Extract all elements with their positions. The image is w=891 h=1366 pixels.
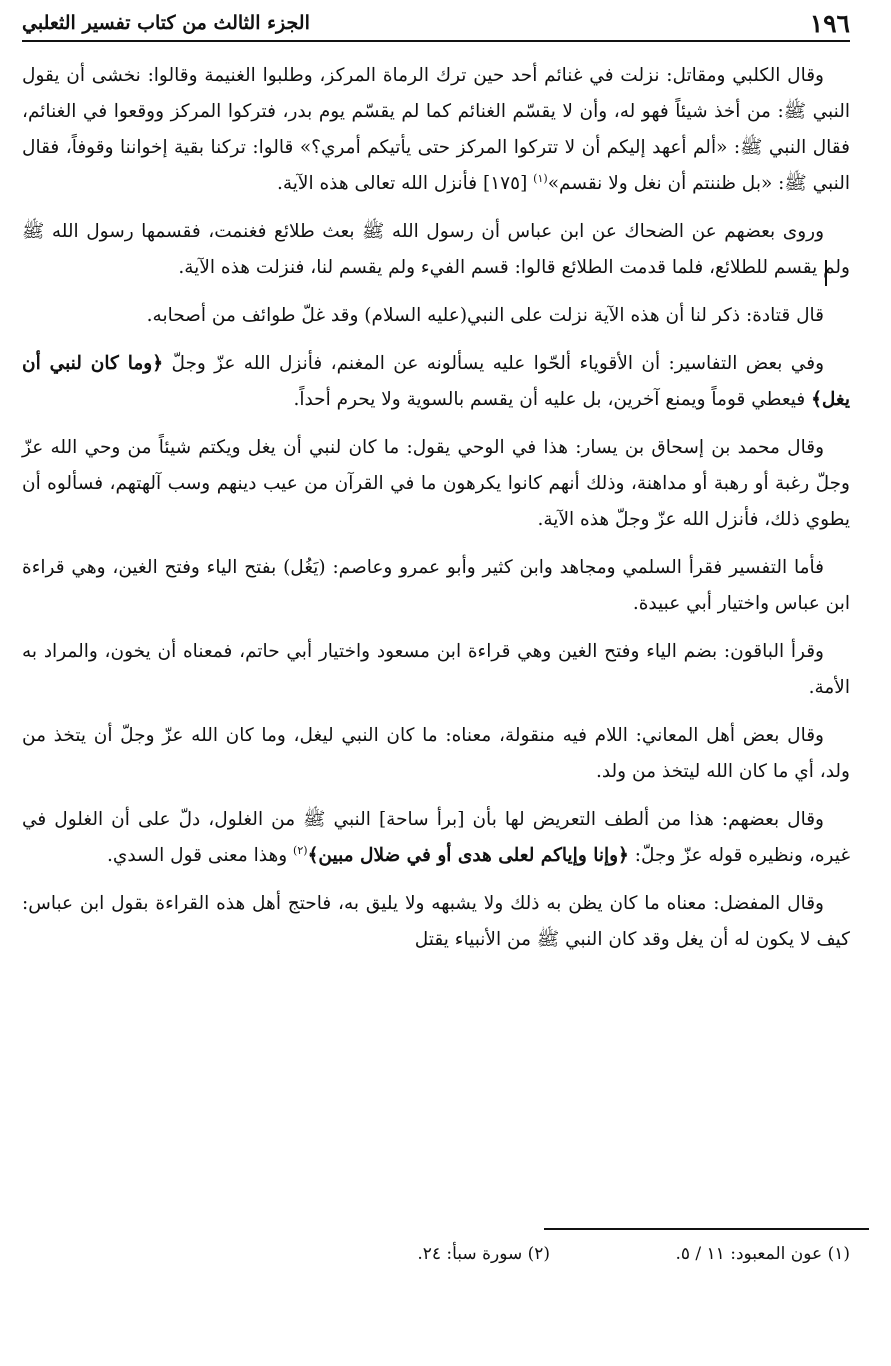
- page-number: ١٩٦: [809, 8, 850, 38]
- paragraph-6: [22, 550, 850, 622]
- paragraph-9: [22, 802, 850, 874]
- paragraph-text: وروى بعضهم عن الضحاك عن ابن عباس أن رسول الله ﷺ بعث طلائع فغنمت، فقسمها رسول الله ﷺ ولم يقسم للطلائع، فلما قدمت الطلائع قالوا: قسم الفيء ولم يقسم لنا، فنزلت هذه الآية.: [22, 221, 850, 278]
- paragraph-5: [22, 430, 850, 538]
- quran-verse: ﴿وإنا وإياكم لعلى هدى أو في ضلال مبين﴾: [307, 845, 629, 866]
- footnote-ref: (٢): [293, 843, 308, 857]
- paragraph-text: وقال بعض أهل المعاني: اللام فيه منقولة، معناه: ما كان النبي ليغل، وما كان الله عزّ وجلّ أن يتخذ من ولد، أي ما كان الله ليتخذ من ولد.: [22, 725, 850, 782]
- footnote-separator: [544, 1228, 869, 1230]
- body-text: [22, 58, 850, 970]
- footnote-2: (٢) سورة سبأ: ٢٤.: [417, 1244, 551, 1264]
- running-title: الجزء الثالث من كتاب تفسير الثعلبي: [22, 12, 310, 34]
- paragraph-8: [22, 718, 850, 790]
- paragraph-text: قال قتادة: ذكر لنا أن هذه الآية نزلت على النبي(عليه السلام) وقد غلّ طوائف من أصحابه.: [146, 305, 824, 326]
- paragraph-7: [22, 634, 850, 706]
- footnotes: [22, 1240, 850, 1268]
- paragraph-text-tail: وهذا معنى قول السدي.: [106, 845, 294, 866]
- paragraph-text-tail: فيعطي قوماً ويمنع آخرين، بل عليه أن يقسم بالسوية ولا يحرم أحداً.: [293, 389, 812, 410]
- quran-verse: ﴿وما كان لنبي أن يغل﴾: [22, 353, 850, 410]
- paragraph-2: [22, 214, 850, 286]
- paragraph-text: وقال محمد بن إسحاق بن يسار: هذا في الوحي يقول: ما كان لنبي أن يغل ويكتم شيئاً من وحي الله عزّ وجلّ رغبة أو رهبة أو مداهنة، وذلك أنهم كانوا يكرهون ما في القرآن من عيب دينهم وسب آلهتهم، فسألوه أن يطوي ذلك، فأنزل الله عزّ وجلّ هذه الآية.: [22, 437, 850, 530]
- paragraph-text: وقال بعضهم: هذا من ألطف التعريض لها بأن [برأ ساحة] النبي ﷺ من الغلول، دلّ على أن الغلول في غيره، ونظيره قوله عزّ وجلّ:: [22, 809, 850, 866]
- page-header: [22, 6, 850, 42]
- paragraph-3: [22, 298, 850, 334]
- paragraph-10: [22, 886, 850, 958]
- paragraph-text: وقال الكلبي ومقاتل: نزلت في غنائم أحد حين ترك الرماة المركز، وطلبوا الغنيمة وقالوا: نخشى أن يقول النبي ﷺ: من أخذ شيئاً فهو له، وأن لا يقسّم الغنائم كما لم يقسّم يوم بدر، فتركوا المركز ووقعوا في الغنائم، فقال النبي ﷺ: «ألم أعهد إليكم أن لا تتركوا المركز حتى يأتيكم أمري؟» قالوا: تركنا بقية إخواننا وقوفاً، فقال النبي ﷺ: «بل ظننتم أن نغل ولا نقسم»: [22, 65, 850, 194]
- paragraph-text: وقرأ الباقون: بضم الياء وفتح الغين وهي قراءة ابن مسعود واختيار أبي حاتم، فمعناه أن يخون، والمراد به الأمة.: [22, 641, 850, 698]
- paragraph-text: فأما التفسير فقرأ السلمي ومجاهد وابن كثير وأبو عمرو وعاصم: (يَغُل) بفتح الياء وفتح الغين، وهي قراءة ابن عباس واختيار أبي عبيدة.: [22, 557, 850, 614]
- paragraph-text-tail: [١٧٥] فأنزل الله تعالى هذه الآية.: [276, 173, 534, 194]
- paragraph-4: [22, 346, 850, 418]
- paragraph-text: وقال المفضل: معناه ما كان يظن به ذلك ولا يشبهه ولا يليق به، فاحتج أهل هذه القراءة بقول ابن عباس: كيف لا يكون له أن يغل وقد كان النبي ﷺ من الأنبياء يقتل: [22, 893, 850, 950]
- paragraph-1: [22, 58, 850, 202]
- footnote-1: (١) عون المعبود: ١١ / ٥.: [675, 1244, 850, 1264]
- footnote-ref: (١): [533, 171, 548, 185]
- paragraph-text: وفي بعض التفاسير: أن الأقوياء ألحّوا عليه يسألونه عن المغنم، فأنزل الله عزّ وجلّ: [163, 353, 825, 374]
